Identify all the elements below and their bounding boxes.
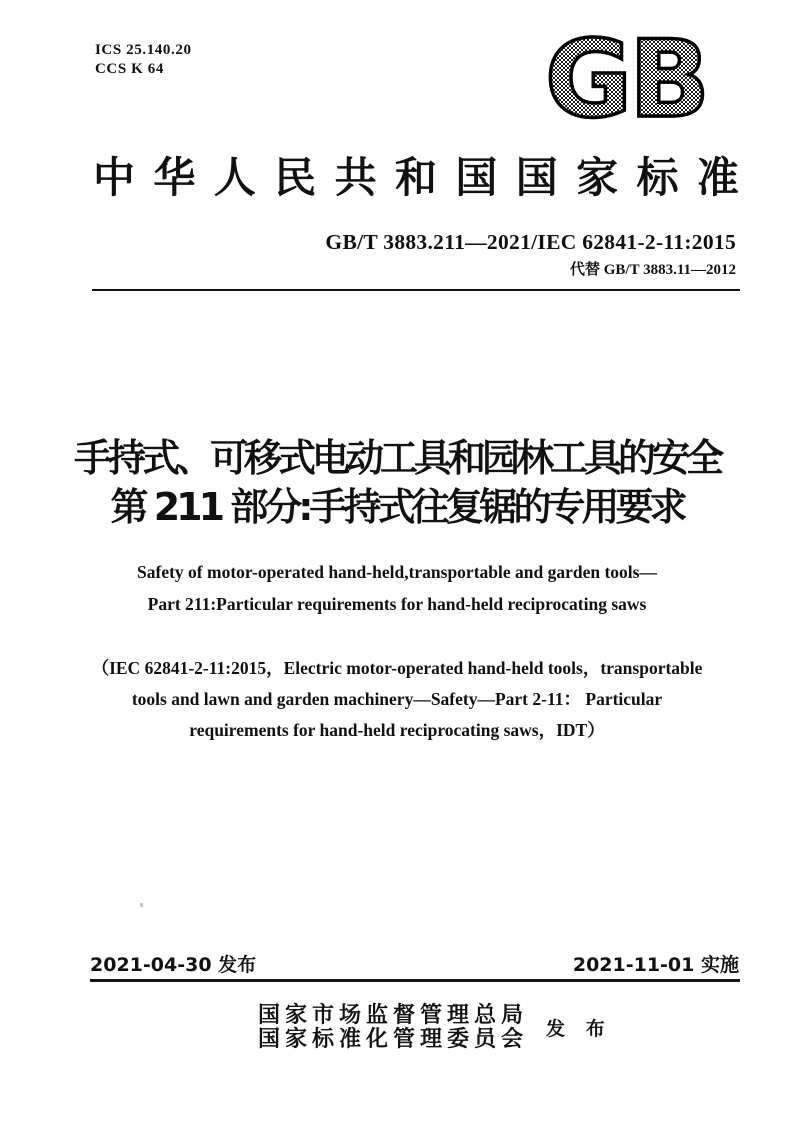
issue-date: 2021-04-30 发布 xyxy=(90,954,257,976)
title-chinese xyxy=(0,434,794,532)
header-divider-line xyxy=(92,289,740,291)
standard-number: GB/T 3883.211—2021/IEC 62841-2-11:2015 xyxy=(325,230,736,254)
issuer-name-1: 国家市场监督管理总局 xyxy=(258,1002,529,1027)
issuer-name-2: 国家标准化管理委员会 xyxy=(258,1026,529,1051)
superseded-standard-note: 代替 GB/T 3883.11—2012 xyxy=(570,262,736,278)
scan-artifact-dot xyxy=(140,903,143,907)
title-cn-line2: 第 211 部分:手持式往复锯的专用要求 xyxy=(110,485,684,529)
gb-logo: GB xyxy=(536,24,716,136)
ics-code: ICS 25.140.20 xyxy=(95,42,192,58)
title-en-line2: Part 211:Particular requirements for hand-held reciprocating saws xyxy=(147,594,647,614)
footer-divider-line xyxy=(90,979,740,982)
iec-equivalence-note xyxy=(57,653,737,746)
issuing-authority-block xyxy=(258,1003,613,1051)
ccs-code: CCS K 64 xyxy=(95,61,164,77)
title-en-line1: Safety of motor-operated hand-held,transportable and garden tools— xyxy=(137,562,657,582)
implementation-date: 2021-11-01 实施 xyxy=(572,954,739,976)
issuer-names xyxy=(258,1003,528,1051)
title-cn-line1: 手持式、可移式电动工具和园林工具的安全 xyxy=(73,436,720,480)
iec-note-line3: requirements for hand-held reciprocating saws，IDT） xyxy=(189,720,605,740)
iec-note-line2: tools and lawn and garden machinery—Safety—Part 2-11： Particular xyxy=(131,689,663,709)
title-english xyxy=(57,556,737,620)
national-standard-banner: 中 华 人 民 共 和 国 国 家 标 准 xyxy=(93,156,739,202)
classification-block xyxy=(95,41,192,79)
iec-note-line1: （IEC 62841-2-11:2015，Electric motor-operated hand-held tools，transportable xyxy=(91,658,703,678)
publish-label: 发 布 xyxy=(546,1018,613,1040)
